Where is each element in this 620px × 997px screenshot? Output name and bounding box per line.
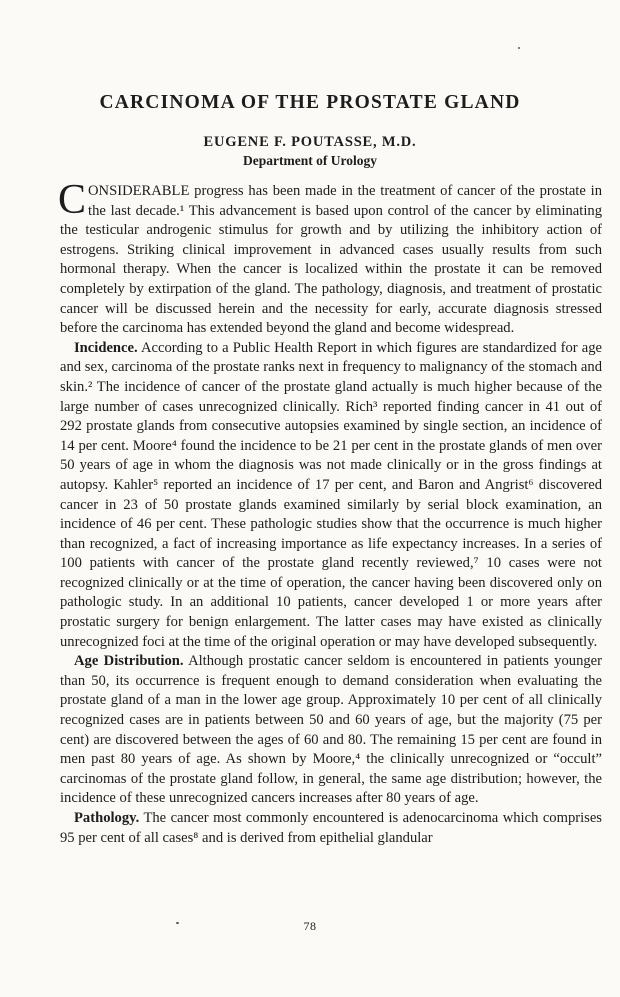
incidence-paragraph <box>60 339 602 653</box>
department-name: Department of Urology <box>243 153 377 168</box>
age-distribution-heading: Age Distribution. <box>74 653 184 670</box>
intro-paragraph <box>58 177 602 339</box>
drop-cap: C <box>58 177 87 223</box>
article-title: CARCINOMA OF THE PROSTATE GLAND <box>99 92 521 113</box>
age-distribution-text: Although prostatic cancer seldom is encountered in patients younger than 50, its occurrence is frequent enough to demand consideration when evaluating the prostate gland of a man in the lower age group. Approximately 10 per cent of all clinically recognized cases are in patients between 50 and 60 years of age, but the majority (75 per cent) are discovered between the ages of 60 and 80. The remaining 15 per cent are found in men past 80 years of age. As shown by Moore,⁴ the clinically unrecognized or “occult” carcinomas of the prostate gland follow, in general, the same age distribution; however, the incidence of these unrecognized cancers increases after 80 years of age. <box>60 653 603 807</box>
incidence-heading: Incidence. <box>74 339 138 356</box>
incidence-text: According to a Public Health Report in which figures are standardized for age and sex, carcinoma of the prostate ranks next in frequency to malignancy of the stomach and skin.² The incidence of cancer of the prostate gland actually is much higher because of the large number of cases unrecognized clinically. Rich³ reported finding cancer in 41 out of 292 prostate glands from consecutive autopsies examined by single section, an incidence of 14 per cent. Moore⁴ found the incidence to be 21 per cent in the prostate glands of men over 50 years of age in whom the diagnosis was not made clinically or in the gross findings at autopsy. Kahler⁵ reported an incidence of 17 per cent, and Baron and Angrist⁶ discovered cancer in 23 of 50 prostate glands examined similarly by serial block examination, an incidence of 46 per cent. These pathologic studies show that the occurrence is much higher than recognized, a fact of increasing importance as life expectancy increases. In a series of 100 patients with cancer of the prostate gland recently reviewed,⁷ 10 cases were not recognized clinically or at the time of operation, the cancer having been discovered only on pathologic study. In an additional 10 patients, cancer developed 1 or more years after prostatic surgery for benign enlargement. The latter cases may have existed as clinically unrecognized foci at the time of the original operation or may have developed subsequently. <box>60 339 602 650</box>
pathology-text: The cancer most commonly encountered is adenocarcinoma which comprises 95 per cent of all cases⁸ and is derived from epithelial glandular <box>60 810 602 846</box>
pathology-paragraph <box>60 809 602 848</box>
author-name: EUGENE F. POUTASSE, M.D. <box>203 134 417 150</box>
intro-text: ONSIDERABLE progress has been made in the treatment of cancer of the prostate in the last decade.¹ This advancement is based upon control of the cancer by eliminating the testicular androgenic stimulus for growth and by utilizing the inhibitory action of estrogens. Striking clinical improvement in advanced cases usually results from such hormonal therapy. When the cancer is localized within the prostate it can be removed completely by extirpation of the gland. The pathology, diagnosis, and treatment of prostatic cancer will be discussed herein and the necessity for early, accurate diagnosis stressed before the carcinoma has extended beyond the gland and become widespread. <box>60 183 602 337</box>
pathology-heading: Pathology. <box>74 810 140 826</box>
page-number: 78 <box>303 919 317 933</box>
article-body <box>58 177 603 848</box>
scan-speck <box>518 47 520 49</box>
age-distribution-paragraph <box>60 652 602 809</box>
